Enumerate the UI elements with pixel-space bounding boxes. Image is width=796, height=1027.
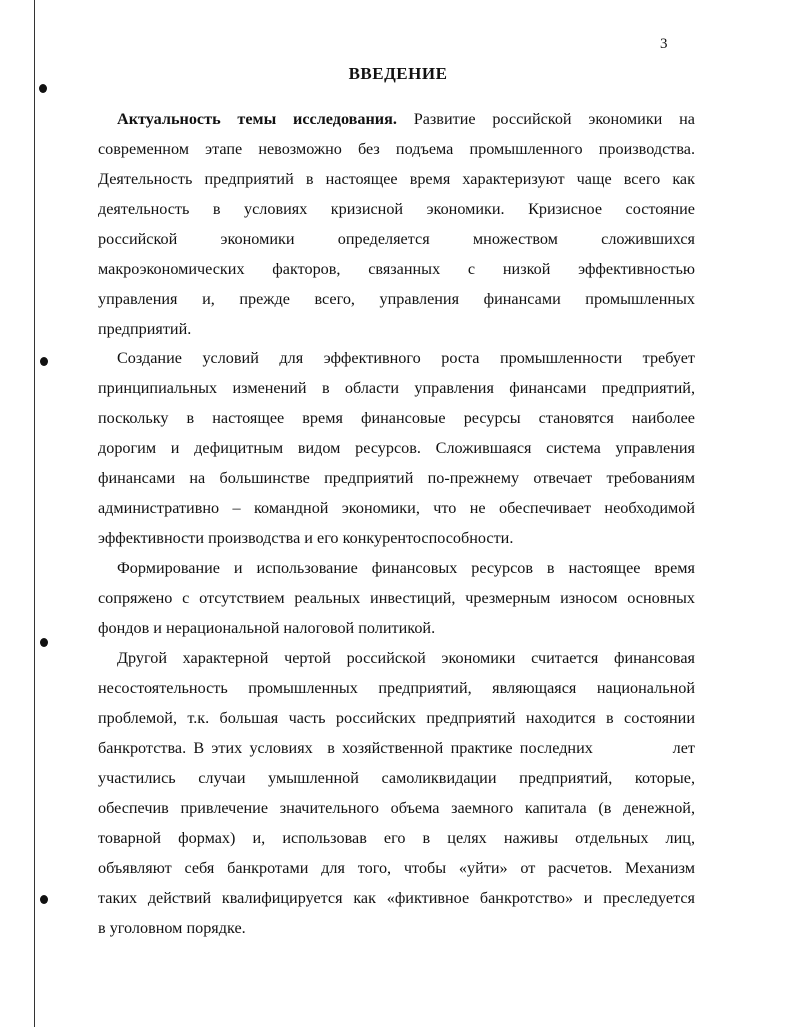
paragraph-line: сопряжено с отсутствием реальных инвестиций, чрезмерным износом основных	[98, 589, 695, 607]
punch-hole-mark	[40, 357, 48, 366]
paragraph-line: финансами на большинстве предприятий по-прежнему отвечает требованиям	[98, 469, 695, 487]
paragraph-line: Другой характерной чертой российской экономики считается финансовая	[117, 649, 695, 667]
paragraph-line: административно – командной экономики, что не обеспечивает необходимой	[98, 499, 695, 517]
punch-hole-mark	[40, 638, 48, 647]
paragraph-line: в уголовном порядке.	[98, 919, 246, 937]
page-number: 3	[660, 36, 668, 52]
binding-line	[34, 0, 35, 1027]
paragraph-line: дорогим и дефицитным видом ресурсов. Сложившаяся система управления	[98, 439, 695, 457]
paragraph-line: макроэкономических факторов, связанных с низкой эффективностью	[98, 260, 695, 278]
page-title: ВВЕДЕНИЕ	[348, 64, 448, 83]
paragraph-line: Актуальность темы исследования. Развитие российской экономики на	[117, 110, 695, 128]
paragraph-line: Формирование и использование финансовых ресурсов в настоящее время	[117, 559, 695, 577]
paragraph-line: Деятельность предприятий в настоящее время характеризуют чаще всего как	[98, 170, 695, 188]
paragraph-line: современном этапе невозможно без подъема промышленного производства.	[98, 140, 695, 158]
lead-heading: Актуальность темы исследования.	[117, 110, 397, 128]
paragraph-line: объявляют себя банкротами для того, чтобы «уйти» от расчетов. Механизм	[98, 859, 695, 877]
paragraph-line: проблемой, т.к. большая часть российских предприятий находится в состоянии	[98, 709, 695, 727]
paragraph-line: участились случаи умышленной самоликвидации предприятий, которые,	[98, 769, 695, 787]
paragraph-line: эффективности производства и его конкурентоспособности.	[98, 529, 514, 547]
paragraph-line: товарной формах) и, использовав его в целях наживы отдельных лиц,	[98, 829, 695, 847]
paragraph-line: деятельность в условиях кризисной экономики. Кризисное состояние	[98, 200, 695, 218]
paragraph-line: поскольку в настоящее время финансовые ресурсы становятся наиболее	[98, 409, 695, 427]
punch-hole-mark	[39, 84, 47, 93]
paragraph-line: Создание условий для эффективного роста промышленности требует	[117, 349, 695, 367]
paragraph-line: российской экономики определяется множеством сложившихся	[98, 230, 695, 248]
paragraph-line: несостоятельность промышленных предприятий, являющаяся национальной	[98, 679, 695, 697]
paragraph-line: таких действий квалифицируется как «фиктивное банкротство» и преследуется	[98, 889, 695, 907]
paragraph-line: банкротства. В этих условиях в хозяйственной практике последних лет	[98, 739, 695, 757]
paragraph-line: обеспечив привлечение значительного объема заемного капитала (в денежной,	[98, 799, 695, 817]
paragraph-line: фондов и нерациональной налоговой политикой.	[98, 619, 436, 637]
paragraph-line: предприятий.	[98, 320, 192, 338]
paragraph-line: принципиальных изменений в области управления финансами предприятий,	[98, 379, 695, 397]
punch-hole-mark	[40, 895, 48, 904]
paragraph-line: управления и, прежде всего, управления финансами промышленных	[98, 290, 695, 308]
